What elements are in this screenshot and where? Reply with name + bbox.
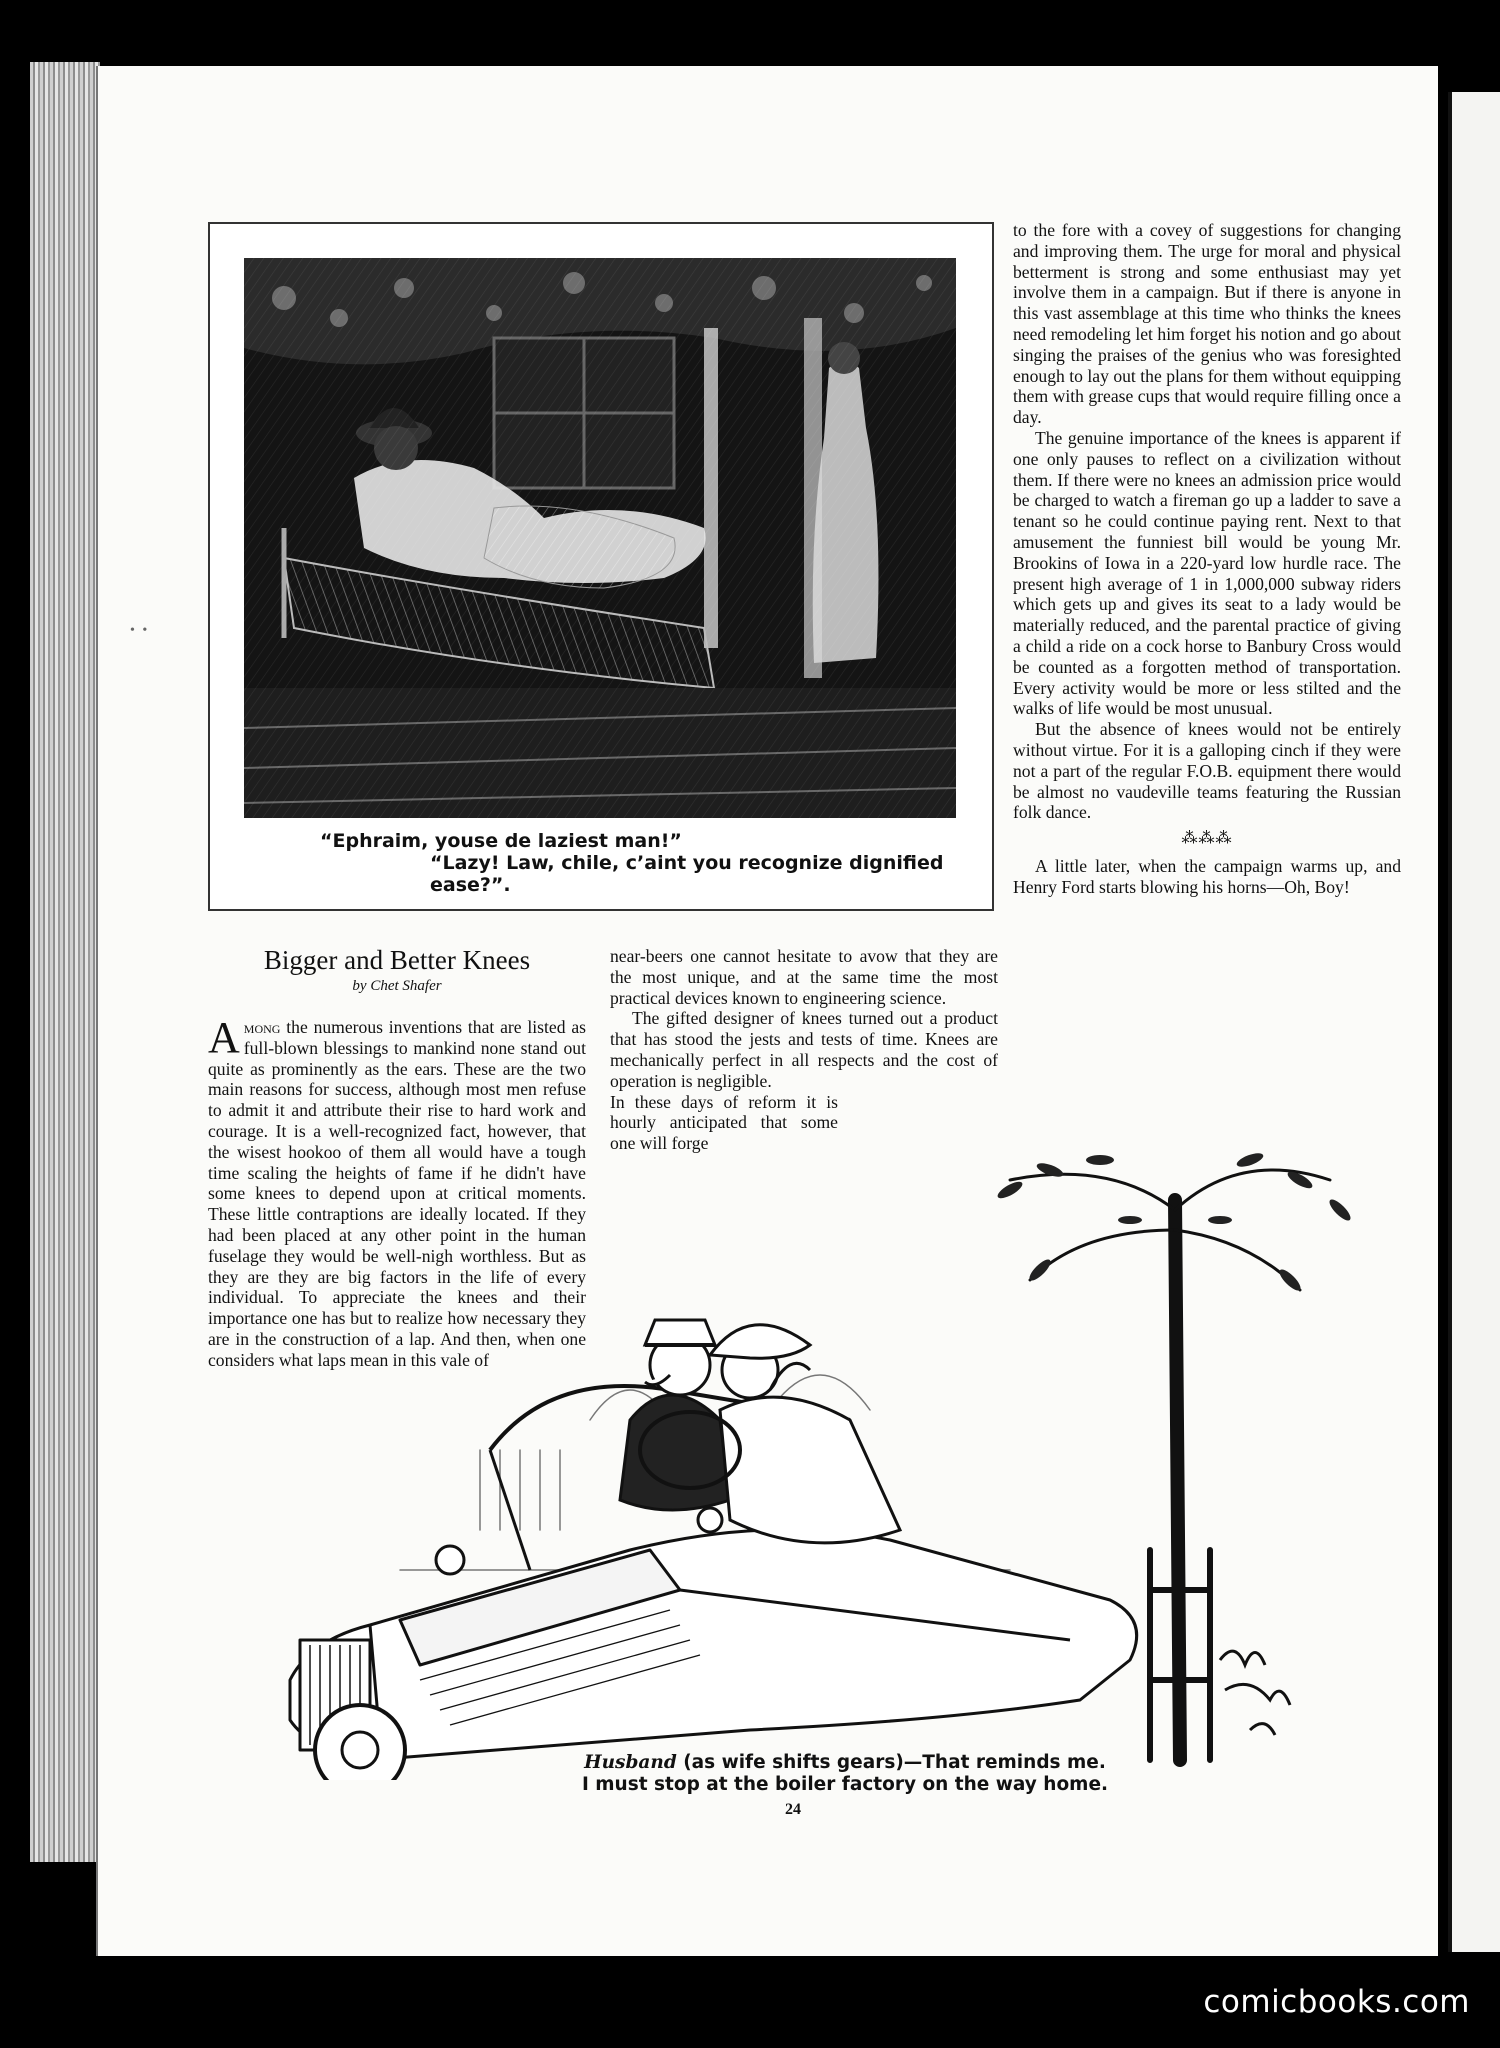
porch-scene-illustration xyxy=(244,258,956,818)
article-header xyxy=(208,945,586,1015)
drop-cap: A xyxy=(208,1013,240,1062)
column-2-paragraph-2: The gifted designer of knees turned out a product that has stood the jests and tests of time. Knees are mechanically perfect in all respects and the cost of operation is negligible. xyxy=(610,1008,998,1091)
car-caption-line-2: I must stop at the boiler factory on the way home. xyxy=(581,1774,1109,1795)
facing-page-edge xyxy=(1448,92,1500,1952)
opening-word: mong xyxy=(243,1017,281,1037)
top-illustration-frame xyxy=(208,222,994,911)
caption-line-1-rest: (as wife shifts gears)—That reminds me. xyxy=(676,1752,1106,1773)
margin-mark: • • xyxy=(130,623,150,638)
article-column-3 xyxy=(1013,220,1401,898)
section-asterism: ⁂⁂⁂ xyxy=(1181,830,1233,848)
page-number: 24 xyxy=(785,1801,801,1818)
car-illustration-caption xyxy=(535,1752,1155,1796)
car-drawing xyxy=(250,1120,1420,1780)
article-byline: by Chet Shafer xyxy=(352,978,442,994)
caption-line-1: “Ephraim, youse de laziest man!” xyxy=(320,830,682,852)
column-3-paragraph-4: A little later, when the campaign warms up, and Henry Ford starts blowing his horns—Oh, Boy! xyxy=(1013,855,1401,897)
column-2-paragraph-3: In these days of reform it is hourly anticipated that some one will forge xyxy=(610,1091,838,1154)
book-page-edges xyxy=(30,62,100,1862)
column-3-paragraph-1: to the fore with a covey of suggestions for changing and improving them. The urge for moral and physical betterment is strong and some enthusiast may yet involve them in a campaign. But if there is anyone in this vast assemblage at this time who thinks the knees need remodeling let him forget his notion and go about singing the praises of the genius who was foresighted enough to lay out the plans for them without equipping them with grease cups that would require filling once a day. xyxy=(1013,220,1401,428)
porch-scene-drawing xyxy=(244,258,956,818)
car-illustration xyxy=(250,1120,1420,1780)
column-2-paragraph-1: near-beers one cannot hesitate to avow that they are the most unique, and at the same time the most practical devices known to engineering science. xyxy=(610,946,998,1008)
caption-speaker: Husband xyxy=(584,1752,677,1773)
watermark: comicbooks.com xyxy=(1203,1984,1470,2020)
top-illustration-caption xyxy=(320,830,992,896)
column-3-paragraph-3: But the absence of knees would not be entirely without virtue. For it is a galloping cinch if they were not a part of the regular F.O.B. equipment there would be almost no vaudeville teams featuring the Russian folk dance. xyxy=(1013,719,1401,823)
column-3-paragraph-2: The genuine importance of the knees is apparent if one only pauses to reflect on a civilization without them. If there were no knees an admission price would be charged to watch a fireman go up a ladder to save a tenant so he could continue paying rent. Next to that amusement the funniest bill would be young Mr. Brookins of Iowa in a 220-yard low hurdle race. The present high average of 1 in 1,000,000 subway riders which gets up and gives its seat to a lady would be materially reduced, and the parental practice of giving a child a ride on a cock horse to Banbury Cross would be counted as a forgotten method of transportation. Every activity would be more or less stilted and the walks of life would be most unusual. xyxy=(1013,427,1401,719)
car-caption-line-1 xyxy=(535,1752,1155,1774)
article-title: Bigger and Better Knees xyxy=(263,945,531,975)
caption-line-2: “Lazy! Law, chile, c’aint you recognize dignified ease?”. xyxy=(430,852,944,896)
column-1-text: the numerous inventions that are listed as full-blown blessings to mankind none stand out quite as prominently as the ears. These are the two main reasons for success, although most men refuse to admit it and attribute their rise to hard work and courage. It is a well-recognized fact, however, that the wisest hookoo of them all would have a tough time scaling the heights of fame if he didn't have some knees to depend upon at critical moments. These little contraptions are ideally located. If they had been placed at any other point in the human fuselage they would be well-nigh worthless. But as they are they are big factors in the life of every individual. To appreciate the knees and their importance one has but to realize how necessary they are in the construction of a lap. And then, when one considers what laps mean in this vale of xyxy=(208,1017,586,1370)
